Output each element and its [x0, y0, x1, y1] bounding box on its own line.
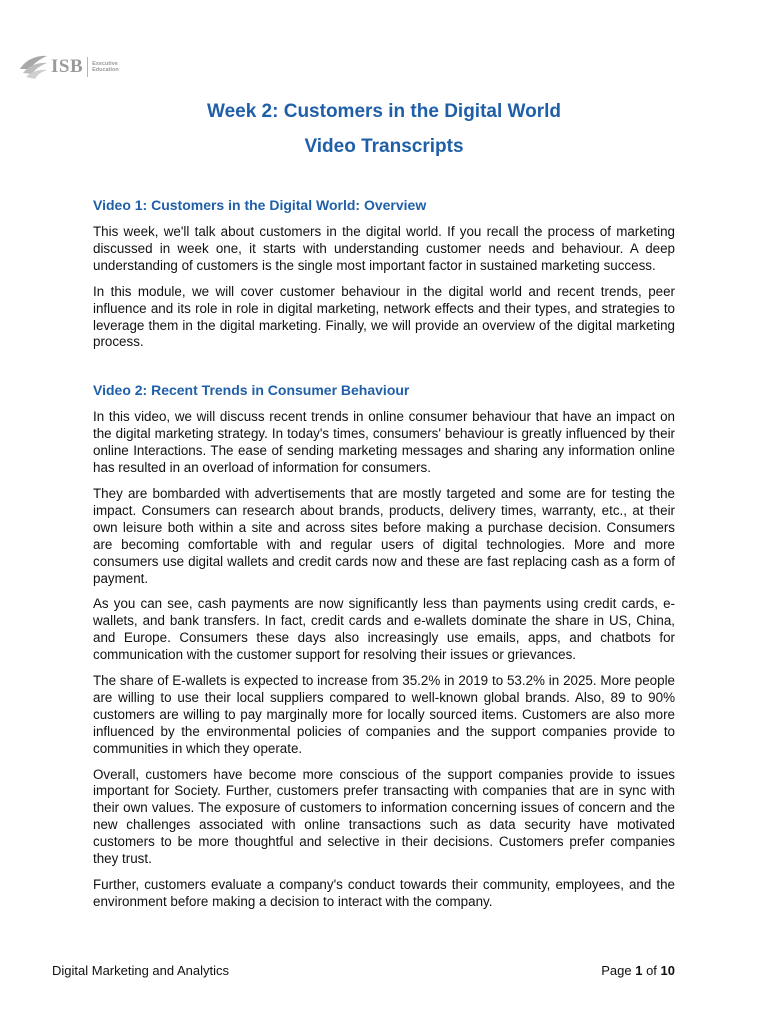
- footer-course-name: Digital Marketing and Analytics: [52, 963, 230, 978]
- paragraph: In this video, we will discuss recent trends in online consumer behaviour that have an impact on the digital marketing strategy. In today's times, consumers' behaviour is greatly influenced by their online Interactions. The ease of sending marketing messages and sharing any information online has resulted in an overload of information for consumers.: [93, 409, 675, 476]
- of-label: of: [646, 963, 657, 978]
- paragraph: This week, we'll talk about customers in the digital world. If you recall the process of marketing discussed in week one, it starts with understanding customer needs and behaviour. A deep understanding of customers is the single most important factor in sustained marketing success.: [93, 224, 675, 273]
- isb-bird-icon: [18, 53, 48, 81]
- document-body: [93, 196, 675, 920]
- paragraph: As you can see, cash payments are now significantly less than payments using credit cards, e-wallets, and bank transfers. In fact, credit cards and e-wallets dominate the share in US, China, and Europe. Consumers these days also increasingly use emails, apps, and chatbots for communication with the customer support for resolving their issues or grievances.: [93, 596, 675, 663]
- paragraph: The share of E-wallets is expected to increase from 35.2% in 2019 to 53.2% in 2025. More people are willing to use their local suppliers compared to well-known global brands. Also, 89 to 90% customers are willing to pay marginally more for locally sourced items. Customers are also more influenced by the environmental policies of companies and the support companies provide to communities in which they operate.: [93, 673, 675, 756]
- paragraph: Further, customers evaluate a company's conduct towards their community, employees, and the environment before making a decision to interact with the company.: [93, 877, 675, 909]
- page-footer: [52, 963, 675, 978]
- page-title: Week 2: Customers in the Digital World: [206, 101, 562, 122]
- logo-sub-line2: Education: [92, 67, 119, 73]
- section-video-1: [93, 196, 675, 351]
- logo-divider: [87, 57, 88, 77]
- page-label: Page: [601, 963, 632, 978]
- paragraph: They are bombarded with advertisements that are mostly targeted and some are for testing the impact. Consumers can research about brands, products, delivery times, warranty, etc., at their own leisure both within a site and across sites before making a purchase decision. Consumers are becoming comfortable with and regular users of digital technologies. More and more consumers use digital wallets and credit cards now and these are fast replacing cash as a form of payment.: [93, 485, 675, 586]
- page-total: 10: [660, 963, 675, 978]
- section-heading: Video 2: Recent Trends in Consumer Behaviour: [93, 382, 410, 399]
- page-number: [601, 963, 675, 978]
- page-current: 1: [635, 963, 643, 978]
- section-spacer: [93, 360, 675, 381]
- paragraph: In this module, we will cover customer behaviour in the digital world and recent trends, peer influence and its role in role in digital marketing, network effects and their types, and strategies to leverage them in the digital marketing. Finally, we will provide an overview of the digital marketing process.: [93, 283, 675, 350]
- section-heading: Video 1: Customers in the Digital World: Overview: [93, 197, 427, 213]
- paragraph: Overall, customers have become more conscious of the support companies provide to issues important for Society. Further, customers prefer transacting with companies that are in sync with their own values. The exposure of customers to information concerning issues of concern and the new challenges associated with online transactions such as data security have motivated customers to be more thoughtful and selective in their decisions. Customers prefer companies they trust.: [93, 766, 675, 867]
- logo-subtitle: [92, 61, 119, 74]
- page-subtitle: Video Transcripts: [304, 136, 464, 157]
- logo-brand: ISB: [51, 56, 84, 77]
- logo-sub-line1: Executive: [92, 60, 118, 67]
- isb-logo: [18, 52, 119, 82]
- section-video-2: [93, 381, 675, 910]
